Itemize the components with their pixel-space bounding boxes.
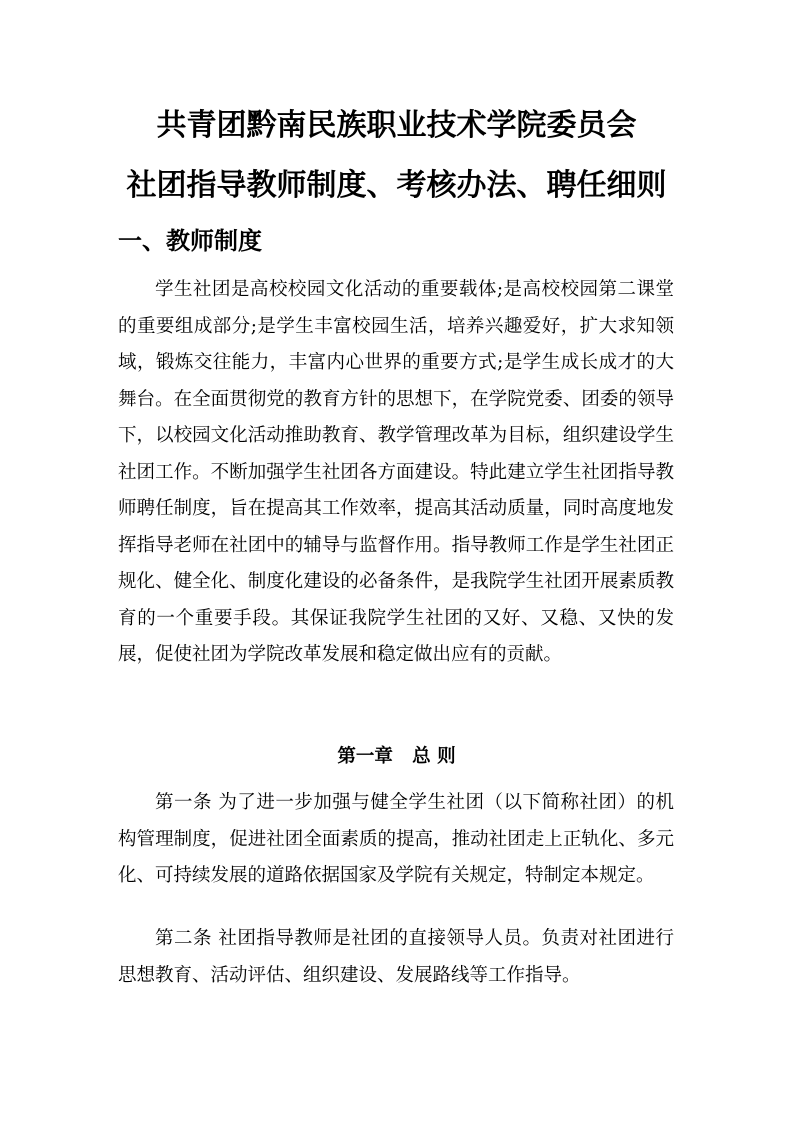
article-1-paragraph: 第一条 为了进一步加强与健全学生社团（以下简称社团）的机构管理制度，促进社团全面素质的提高，推动社团走上正轨化、多元化、可持续发展的道路依据国家及学院有关规定，特制定本规定。 — [118, 792, 674, 886]
section-heading-teacher-system: 一、教师制度 — [118, 227, 262, 255]
intro-paragraph: 学生社团是高校校园文化活动的重要载体;是高校校园第二课堂的重要组成部分;是学生丰富校园生活，培养兴趣爱好，扩大求知领域，锻炼交往能力，丰富内心世界的重要方式;是学生成长成才的大舞台。在全面贯彻党的教育方针的思想下，在学院党委、团委的领导下，以校园文化活动推助教育、教学管理改革为目标，组织建设学生社团工作。不断加强学生社团各方面建设。特此建立学生社团指导教师聘任制度，旨在提高其工作效率，提高其活动质量，同时高度地发挥指导老师在社团中的辅导与监督作用。指导教师工作是学生社团正规化、健全化、制度化建设的必备条件，是我院学生社团开展素质教育的一个重要手段。其保证我院学生社团的又好、又稳、又快的发展，促使社团为学院改革发展和稳定做出应有的贡献。 — [118, 279, 674, 665]
article-2-paragraph: 第二条 社团指导教师是社团的直接领导人员。负责对社团进行思想教育、活动评估、组织建设、发展路线等工作指导。 — [118, 928, 674, 986]
document-title-line-2: 社团指导教师制度、考核办法、聘任细则 — [126, 168, 667, 203]
document-title-line-1: 共青团黔南民族职业技术学院委员会 — [156, 108, 637, 143]
chapter-heading: 第一章 总 则 — [337, 746, 456, 767]
